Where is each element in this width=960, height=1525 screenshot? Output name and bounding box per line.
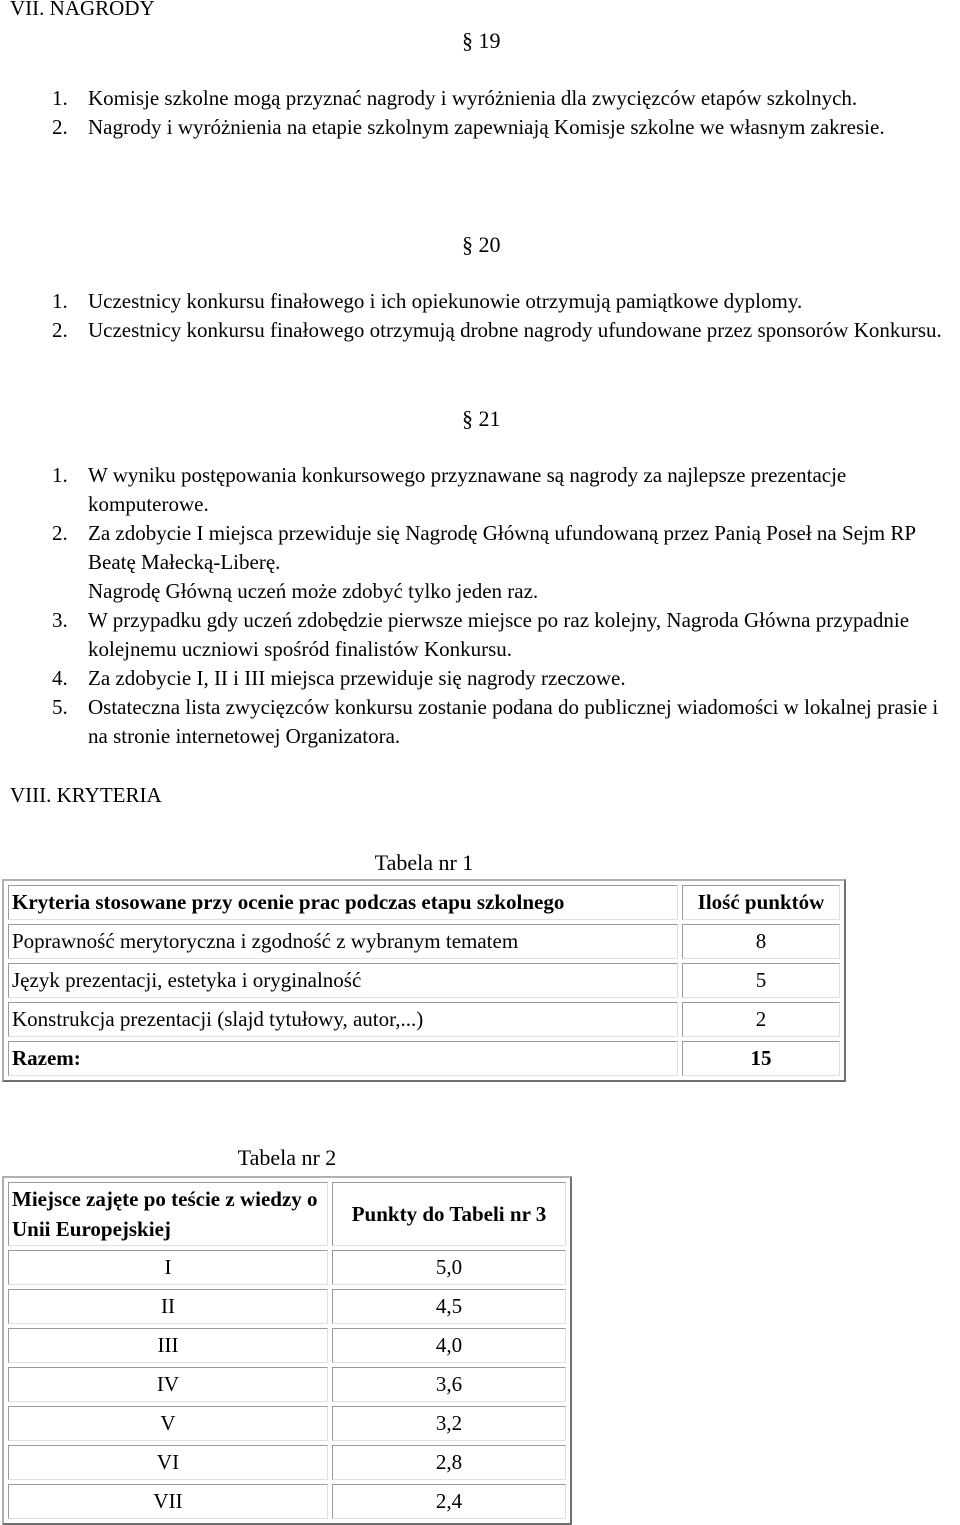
table-row [8,924,840,959]
criteria-table-1 [2,840,846,1082]
item-number: 4. [52,666,68,690]
table-row [8,1406,566,1441]
table-header-cell: Punkty do Tabeli nr 3 [332,1182,566,1246]
item-extra-text: Nagrodę Główną uczeń może zdobyć tylko jeden raz. [88,579,539,603]
table-cell: Razem: [8,1041,678,1076]
table-cell: 2 [682,1002,840,1037]
item-number: 1. [52,86,68,110]
table-cell: Język prezentacji, estetyka i oryginalność [8,963,678,998]
table-cell: 3,2 [332,1406,566,1441]
item-text: Za zdobycie I miejsca przewiduje się Nagrodę Główną ufundowaną przez Panią Poseł na Sejm RP Beatę Małecką-Liberę. [88,521,916,574]
table-cell: 4,0 [332,1328,566,1363]
item-number: 1. [52,289,68,313]
table-header-cell: Kryteria stosowane przy ocenie prac podczas etapu szkolnego [8,885,678,920]
list-item [52,316,958,345]
list-item [52,84,958,113]
list-item [52,664,958,693]
table-cell: IV [8,1367,328,1402]
list-item [52,287,958,316]
paragraph-21-list [52,461,958,751]
table-cell: 2,4 [332,1484,566,1519]
table-cell: 5 [682,963,840,998]
item-number: 3. [52,608,68,632]
section-heading-kryteria: VIII. KRYTERIA [10,783,162,807]
table-cell: V [8,1406,328,1441]
table-cell: 4,5 [332,1289,566,1324]
table-total-row [8,1041,840,1076]
section-heading-nagrody: VII. NAGRODY [10,0,155,20]
paragraph-mark-20: § 20 [462,232,501,257]
item-text: Za zdobycie I, II i III miejsca przewiduje się nagrody rzeczowe. [88,666,626,690]
table-cell: 2,8 [332,1445,566,1480]
item-number: 1. [52,463,68,487]
table-cell: III [8,1328,328,1363]
item-text: Komisje szkolne mogą przyznać nagrody i wyróżnienia dla zwycięzców etapów szkolnych. [88,86,858,110]
table-row [8,1328,566,1363]
list-item [52,693,958,751]
table-cell: II [8,1289,328,1324]
item-number: 5. [52,695,68,719]
item-number: 2. [52,318,68,342]
item-text: Uczestnicy konkursu finałowego otrzymują drobne nagrody ufundowane przez sponsorów Konkursu. [88,318,942,342]
item-text: Ostateczna lista zwycięzców konkursu zostanie podana do publicznej wiadomości w lokalnej prasie i na stronie internetowej Organizatora. [88,695,939,748]
item-number: 2. [52,115,68,139]
table-header-cell: Miejsce zajęte po teście z wiedzy o Unii Europejskiej [8,1182,328,1246]
table-cell: Konstrukcja prezentacji (slajd tytułowy, autor,...) [8,1002,678,1037]
table-header-row [8,885,840,920]
item-text: Uczestnicy konkursu finałowego i ich opiekunowie otrzymują pamiątkowe dyplomy. [88,289,803,313]
table-cell: VI [8,1445,328,1480]
list-item [52,519,958,606]
table-row [8,1367,566,1402]
table-row [8,1289,566,1324]
item-text: W przypadku gdy uczeń zdobędzie pierwsze miejsce po raz kolejny, Nagroda Główna przypadnie kolejnemu uczniowi spośród finalistów Konkursu. [88,608,910,661]
item-text: W wyniku postępowania konkursowego przyznawane są nagrody za najlepsze prezentacje komputerowe. [88,463,847,516]
table-cell: Poprawność merytoryczna i zgodność z wybranym tematem [8,924,678,959]
table-cell: 5,0 [332,1250,566,1285]
list-item [52,606,958,664]
table-row [8,1250,566,1285]
table-caption: Tabela nr 1 [374,850,474,875]
table-header-cell: Ilość punktów [682,885,840,920]
paragraph-19-list [52,84,958,142]
paragraph-20-list [52,287,958,345]
table-cell: 15 [682,1041,840,1076]
table-row [8,1002,840,1037]
list-item [52,113,958,142]
table-cell: 8 [682,924,840,959]
table-cell: I [8,1250,328,1285]
table-row [8,1445,566,1480]
table-cell: VII [8,1484,328,1519]
table-cell: 3,6 [332,1367,566,1402]
paragraph-mark-19: § 19 [462,28,501,53]
table-row [8,1484,566,1519]
item-number: 2. [52,521,68,545]
criteria-table-2 [2,1137,572,1525]
table-row [8,963,840,998]
item-text: Nagrody i wyróżnienia na etapie szkolnym zapewniają Komisje szkolne we własnym zakresie. [88,115,885,139]
table-caption: Tabela nr 2 [237,1145,337,1170]
paragraph-mark-21: § 21 [462,406,501,431]
list-item [52,461,958,519]
table-header-row [8,1182,566,1246]
